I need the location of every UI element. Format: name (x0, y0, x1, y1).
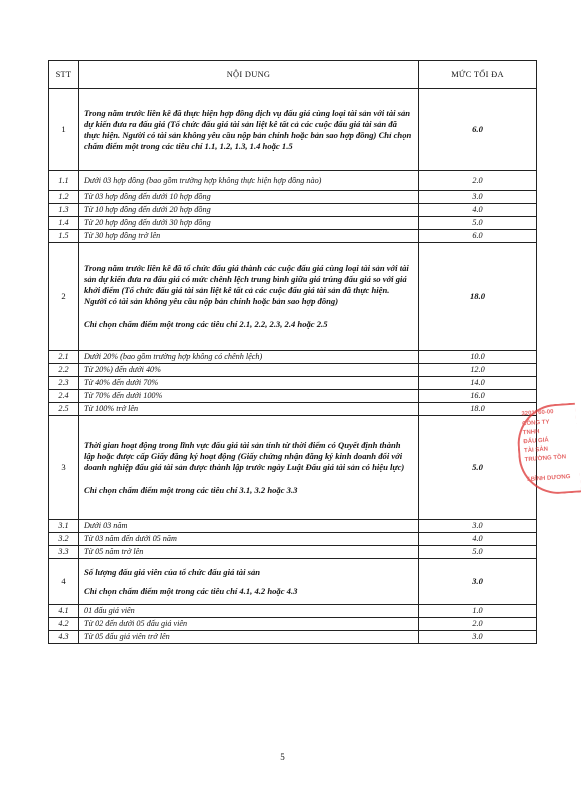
section-points: 3.0 (419, 559, 537, 605)
section-row (49, 243, 537, 351)
criterion-points: 6.0 (419, 230, 537, 243)
criterion-points: 10.0 (419, 351, 537, 364)
criterion-stt: 1.5 (49, 230, 79, 243)
section-content-cell (79, 243, 419, 351)
criterion-row (49, 351, 537, 364)
criterion-text: Từ 100% trở lên (79, 403, 419, 416)
criterion-points: 1.0 (419, 605, 537, 618)
section-text: Trong năm trước liền kề đã thực hiện hợp đồng dịch vụ đấu giá cùng loại tài sản với tài sản dự kiến đưa ra đấu giá (Tổ chức đấu giá tài sản liệt kê tất cả các cuộc đấu giá tài sản đã thực hiện. Người có tài sản không yêu cầu nộp bản chính hoặc bản sao hợp đồng) Chỉ chọn chấm điểm một trong các tiêu chí 1.1, 1.2, 1.3, 1.4 hoặc 1.5 (79, 89, 419, 171)
section-stt: 1 (49, 89, 79, 171)
page-number: 5 (280, 752, 285, 762)
criterion-text: Từ 03 năm đến dưới 05 năm (79, 533, 419, 546)
criterion-points: 16.0 (419, 390, 537, 403)
criterion-points: 4.0 (419, 533, 537, 546)
criterion-points: 5.0 (419, 217, 537, 230)
criterion-text: Từ 05 năm trở lên (79, 546, 419, 559)
stamp-line: TRƯỜNG TỒN (524, 454, 567, 464)
criterion-stt: 2.2 (49, 364, 79, 377)
section-points: 18.0 (419, 243, 537, 351)
criterion-row (49, 618, 537, 631)
criterion-points: 14.0 (419, 377, 537, 390)
section-note: Chỉ chọn chấm điểm một trong các tiêu chí 4.1, 4.2 hoặc 4.3 (84, 585, 298, 596)
criterion-text: 01 đấu giá viên (79, 605, 419, 618)
section-text: Trong năm trước liền kề đã tổ chức đấu giá thành các cuộc đấu giá cùng loại tài sản với tài sản dự kiến đưa ra đấu giá có mức chênh lệch trung bình giữa giá trúng đấu giá so với giá khởi điểm (Tổ chức đấu giá tài sản liệt kê tất cả các cuộc đấu giá tài sản đã thực hiện. Người có tài sản không yêu cầu nộp bản chính hoặc bản sao hợp đồng) (84, 263, 409, 306)
section-text: Thời gian hoạt động trong lĩnh vực đấu giá tài sản tính từ thời điểm có Quyết định thành lập hoặc được cấp Giấy đăng ký hoạt động (Giấy chứng nhận đăng ký kinh doanh đối với doanh nghiệp đấu giá tài sản được thành lập trước ngày Luật Đấu giá tài sản có hiệu lực) (84, 439, 405, 472)
criterion-points: 4.0 (419, 204, 537, 217)
criterion-row (49, 546, 537, 559)
criterion-points: 3.0 (419, 191, 537, 204)
criterion-stt: 3.3 (49, 546, 79, 559)
criterion-row (49, 533, 537, 546)
criterion-text: Từ 70% đến dưới 100% (79, 390, 419, 403)
criterion-points: 18.0 (419, 403, 537, 416)
criterion-stt: 1.1 (49, 171, 79, 191)
criterion-stt: 2.1 (49, 351, 79, 364)
section-row (49, 89, 537, 171)
criterion-row (49, 204, 537, 217)
criterion-row (49, 364, 537, 377)
criterion-stt: 3.1 (49, 520, 79, 533)
criterion-row (49, 631, 537, 644)
criterion-points: 2.0 (419, 171, 537, 191)
criterion-text: Dưới 03 năm (79, 520, 419, 533)
criterion-row (49, 605, 537, 618)
criterion-row (49, 171, 537, 191)
section-stt: 2 (49, 243, 79, 351)
section-stt: 4 (49, 559, 79, 605)
company-stamp (509, 401, 575, 497)
criterion-row (49, 217, 537, 230)
criterion-stt: 1.4 (49, 217, 79, 230)
stamp-line: TÀI SẢN (523, 446, 549, 455)
criterion-text: Từ 05 đấu giá viên trở lên (79, 631, 419, 644)
criterion-points: 5.0 (419, 546, 537, 559)
criterion-points: 12.0 (419, 364, 537, 377)
criterion-text: Từ 20%) đến dưới 40% (79, 364, 419, 377)
criterion-points: 3.0 (419, 520, 537, 533)
criterion-stt: 4.3 (49, 631, 79, 644)
stamp-line: CÔNG TY (522, 419, 550, 428)
stamp-line: 3201760-00 (521, 409, 554, 418)
section-points: 6.0 (419, 89, 537, 171)
criterion-stt: 4.2 (49, 618, 79, 631)
table-header-row (49, 61, 537, 89)
criterion-text: Dưới 03 hợp đồng (bao gồm trường hợp không thực hiện hợp đồng nào) (79, 171, 419, 191)
section-stt: 3 (49, 416, 79, 520)
criterion-text: Từ 10 hợp đồng đến dưới 20 hợp đồng (79, 204, 419, 217)
criterion-stt: 2.3 (49, 377, 79, 390)
criterion-text: Dưới 20% (bao gồm trường hợp không có chênh lệch) (79, 351, 419, 364)
criterion-stt: 2.5 (49, 403, 79, 416)
criterion-row (49, 191, 537, 204)
criterion-points: 3.0 (419, 631, 537, 644)
section-row (49, 559, 537, 605)
criterion-row (49, 520, 537, 533)
section-content-cell (79, 416, 419, 520)
criterion-text: Từ 30 hợp đồng trở lên (79, 230, 419, 243)
header-stt: STT (49, 61, 79, 89)
criterion-text: Từ 20 hợp đồng đến dưới 30 hợp đồng (79, 217, 419, 230)
criterion-stt: 3.2 (49, 533, 79, 546)
criterion-stt: 4.1 (49, 605, 79, 618)
section-points: 5.0 (419, 416, 537, 520)
criterion-text: Từ 40% đến dưới 70% (79, 377, 419, 390)
section-row (49, 416, 537, 520)
stamp-line: T.BÌNH DƯƠNG (525, 474, 571, 484)
criterion-stt: 1.3 (49, 204, 79, 217)
criterion-points: 2.0 (419, 618, 537, 631)
criterion-row (49, 390, 537, 403)
stamp-line: TNHH (522, 429, 540, 437)
section-text: Số lượng đấu giá viên của tổ chức đấu giá tài sản (84, 566, 261, 577)
criterion-row (49, 403, 537, 416)
section-note: Chỉ chọn chấm điểm một trong các tiêu chí 2.1, 2.2, 2.3, 2.4 hoặc 2.5 (84, 319, 328, 329)
criterion-row (49, 230, 537, 243)
criterion-row (49, 377, 537, 390)
criterion-stt: 2.4 (49, 390, 79, 403)
section-note: Chỉ chọn chấm điểm một trong các tiêu chí 3.1, 3.2 hoặc 3.3 (84, 484, 298, 495)
header-max-score: MỨC TỐI ĐA (419, 61, 537, 89)
criterion-stt: 1.2 (49, 191, 79, 204)
criterion-text: Từ 03 hợp đồng đến dưới 10 hợp đồng (79, 191, 419, 204)
criteria-table (48, 60, 537, 644)
header-content: NỘI DUNG (79, 61, 419, 89)
stamp-line: ĐẤU GIÁ (523, 437, 549, 446)
section-content-cell (79, 559, 419, 605)
criterion-text: Từ 02 đến dưới 05 đấu giá viên (79, 618, 419, 631)
